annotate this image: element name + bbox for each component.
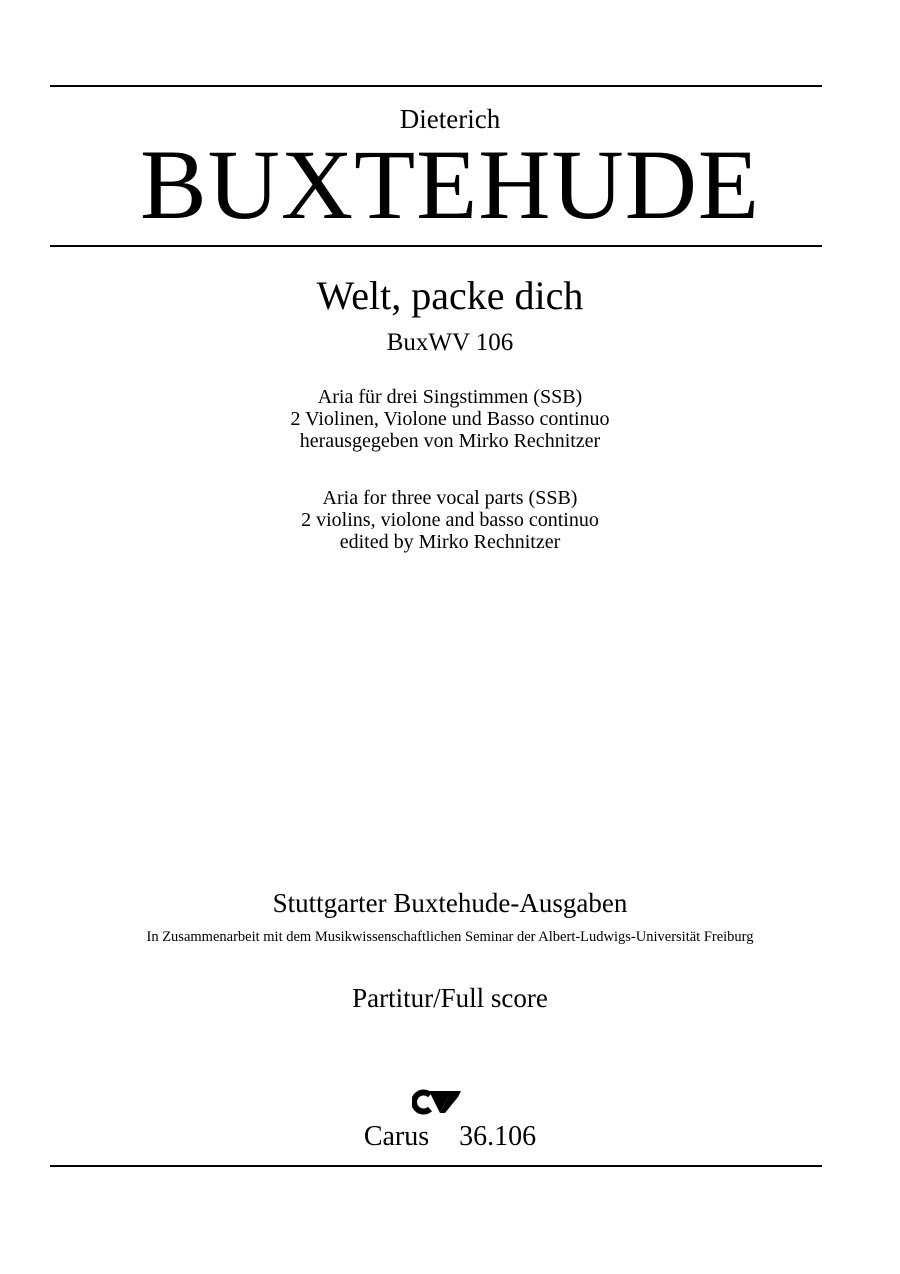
description-english xyxy=(0,487,900,553)
middle-rule xyxy=(50,245,822,247)
publisher-catalog: Carus 36.106 xyxy=(363,1121,537,1152)
description-line: edited by Mirko Rechnitzer xyxy=(339,531,561,553)
composer-first-name: Dieterich xyxy=(399,104,501,134)
series-title: Stuttgarter Buxtehude-Ausgaben xyxy=(272,888,628,918)
carus-logo-icon xyxy=(412,1089,462,1115)
description-line: herausgegeben von Mirko Rechnitzer xyxy=(299,430,601,452)
description-line: 2 violins, violone and basso continuo xyxy=(301,509,599,531)
description-line: 2 Violinen, Violone und Basso continuo xyxy=(290,408,610,430)
description-line: Aria für drei Singstimmen (SSB) xyxy=(317,386,583,408)
description-line: Aria for three vocal parts (SSB) xyxy=(322,487,578,509)
description-german xyxy=(0,386,900,452)
bottom-rule xyxy=(50,1165,822,1167)
work-title: Welt, packe dich xyxy=(316,273,584,318)
series-subtitle: In Zusammenarbeit mit dem Musikwissenschaftlichen Seminar der Albert-Ludwigs-Universität Freiburg xyxy=(146,929,754,945)
composer-last-name: BUXTEHUDE xyxy=(139,129,761,240)
top-rule xyxy=(50,85,822,87)
catalog-number: BuxWV 106 xyxy=(386,329,514,356)
score-type: Partitur/Full score xyxy=(352,983,548,1013)
